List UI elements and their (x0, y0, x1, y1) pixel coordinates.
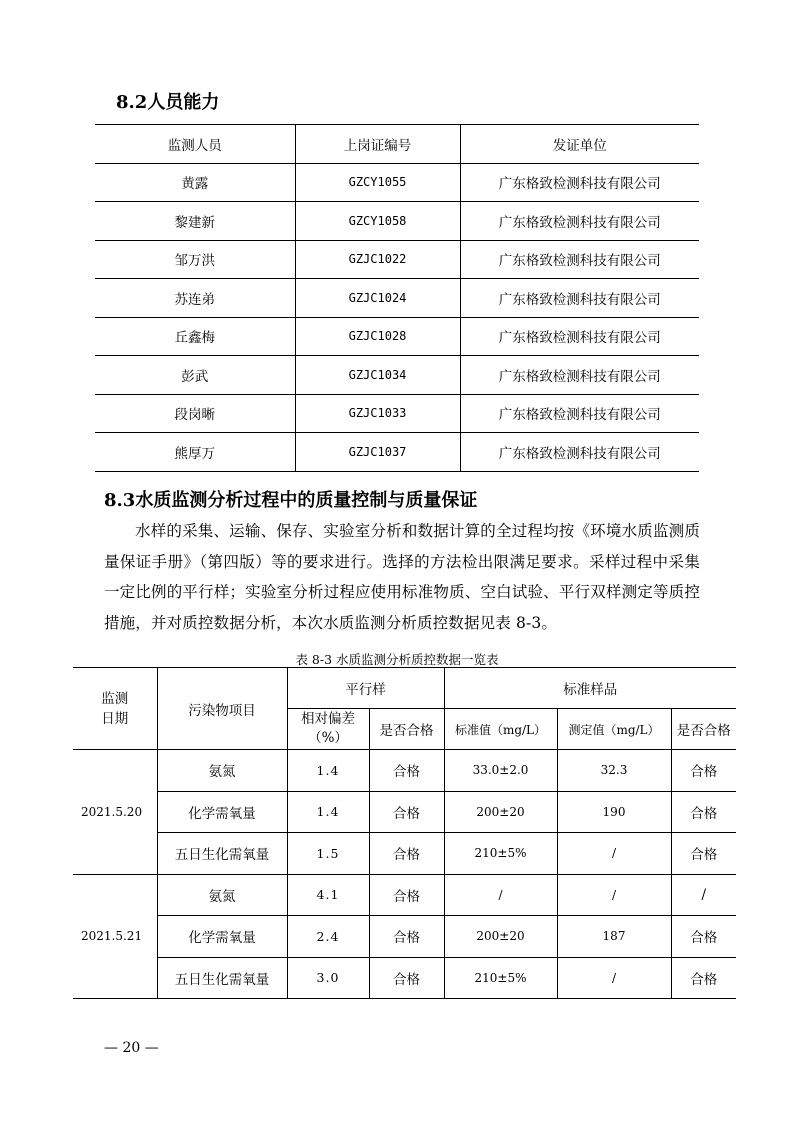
measured-value-cell: / (557, 874, 671, 916)
parallel-pass-cell: 合格 (369, 874, 444, 916)
certificate-no-cell: GZJC1028 (295, 317, 460, 356)
body-paragraph (104, 516, 700, 638)
table-row (95, 202, 699, 241)
measured-value-cell: / (557, 957, 671, 999)
standard-pass-cell: 合格 (671, 750, 736, 792)
issuing-unit-cell: 广东格致检测科技有限公司 (460, 163, 699, 202)
measured-value-cell: 187 (557, 916, 671, 958)
certificate-no-cell: GZJC1024 (295, 279, 460, 318)
relative-deviation-cell: 3.0 (287, 957, 369, 999)
table-row (73, 916, 736, 958)
qc-data-table (73, 667, 736, 999)
standard-value-cell: 33.0±2.0 (444, 750, 557, 792)
table-row (95, 356, 699, 395)
issuing-unit-cell: 广东格致检测科技有限公司 (460, 317, 699, 356)
pollutant-cell: 五日生化需氧量 (157, 833, 287, 875)
personnel-table-body (95, 163, 699, 471)
parallel-pass-cell: 合格 (369, 791, 444, 833)
table-row (73, 791, 736, 833)
table-row (95, 279, 699, 318)
relative-deviation-cell: 1.5 (287, 833, 369, 875)
relative-deviation-cell: 1.4 (287, 791, 369, 833)
header-monitor-staff: 监测人员 (95, 125, 295, 164)
issuing-unit-cell: 广东格致检测科技有限公司 (460, 394, 699, 433)
standard-value-cell: 200±20 (444, 791, 557, 833)
header-standard-value: 标准值（mg/L） (444, 709, 557, 750)
certificate-no-cell: GZJC1033 (295, 394, 460, 433)
header-parallel-sample: 平行样 (287, 668, 444, 709)
issuing-unit-cell: 广东格致检测科技有限公司 (460, 356, 699, 395)
pollutant-cell: 化学需氧量 (157, 916, 287, 958)
table-row (73, 833, 736, 875)
relative-deviation-cell: 2.4 (287, 916, 369, 958)
standard-value-cell: / (444, 874, 557, 916)
table-header-row (95, 125, 699, 164)
standard-pass-cell: 合格 (671, 916, 736, 958)
certificate-no-cell: GZCY1055 (295, 163, 460, 202)
certificate-no-cell: GZJC1034 (295, 356, 460, 395)
personnel-table (95, 124, 699, 472)
pollutant-cell: 氨氮 (157, 874, 287, 916)
table-row (73, 750, 736, 792)
header-monitor-date: 监测 日期 (73, 668, 157, 750)
monitor-date-cell: 2021.5.20 (73, 750, 157, 875)
table-row (95, 240, 699, 279)
standard-value-cell: 210±5% (444, 957, 557, 999)
table-row (95, 433, 699, 472)
issuing-unit-cell: 广东格致检测科技有限公司 (460, 433, 699, 472)
pollutant-cell: 氨氮 (157, 750, 287, 792)
issuing-unit-cell: 广东格致检测科技有限公司 (460, 279, 699, 318)
staff-name-cell: 苏连弟 (95, 279, 295, 318)
certificate-no-cell: GZCY1058 (295, 202, 460, 241)
parallel-pass-cell: 合格 (369, 957, 444, 999)
measured-value-cell: / (557, 833, 671, 875)
measured-value-cell: 190 (557, 791, 671, 833)
parallel-pass-cell: 合格 (369, 833, 444, 875)
measured-value-cell: 32.3 (557, 750, 671, 792)
qc-table-body (73, 750, 736, 999)
staff-name-cell: 黎建新 (95, 202, 295, 241)
header-pollutant: 污染物项目 (157, 668, 287, 750)
table-row (73, 957, 736, 999)
qc-header-row-1 (73, 668, 736, 709)
standard-pass-cell: 合格 (671, 957, 736, 999)
issuing-unit-cell: 广东格致检测科技有限公司 (460, 202, 699, 241)
certificate-no-cell: GZJC1037 (295, 433, 460, 472)
table-row (73, 874, 736, 916)
header-pass-1: 是否合格 (369, 709, 444, 750)
pollutant-cell: 化学需氧量 (157, 791, 287, 833)
monitor-date-cell: 2021.5.21 (73, 874, 157, 999)
header-certificate-no: 上岗证编号 (295, 125, 460, 164)
table-row (95, 394, 699, 433)
standard-pass-cell: / (671, 874, 736, 916)
standard-pass-cell: 合格 (671, 833, 736, 875)
section-8-3-heading: 8.3水质监测分析过程中的质量控制与质量保证 (104, 490, 478, 511)
staff-name-cell: 段岗晰 (95, 394, 295, 433)
header-pass-2: 是否合格 (671, 709, 736, 750)
issuing-unit-cell: 广东格致检测科技有限公司 (460, 240, 699, 279)
parallel-pass-cell: 合格 (369, 750, 444, 792)
staff-name-cell: 黄露 (95, 163, 295, 202)
page-number: — 20 — (104, 1040, 159, 1056)
paragraph-text: 水样的采集、运输、保存、实验室分析和数据计算的全过程均按《环境水质监测质量保证手册》（第四版）等的要求进行。选择的方法检出限满足要求。采样过程中采集一定比例的平行样；实验室分析过程应使用标准物质、空白试验、平行双样测定等质控措施，并对质控数据分析，本次水质监测分析质控数据见表 8-3。 (104, 522, 700, 632)
standard-value-cell: 200±20 (444, 916, 557, 958)
header-standard-sample: 标准样品 (444, 668, 736, 709)
staff-name-cell: 邹万洪 (95, 240, 295, 279)
staff-name-cell: 彭武 (95, 356, 295, 395)
relative-deviation-cell: 1.4 (287, 750, 369, 792)
table-row (95, 163, 699, 202)
standard-value-cell: 210±5% (444, 833, 557, 875)
staff-name-cell: 丘鑫梅 (95, 317, 295, 356)
staff-name-cell: 熊厚万 (95, 433, 295, 472)
section-8-2-heading: 8.2人员能力 (116, 92, 220, 113)
table-caption: 表 8-3 水质监测分析质控数据一览表 (295, 652, 499, 667)
header-relative-deviation: 相对偏差 （%） (287, 709, 369, 750)
header-issuing-unit: 发证单位 (460, 125, 699, 164)
relative-deviation-cell: 4.1 (287, 874, 369, 916)
pollutant-cell: 五日生化需氧量 (157, 957, 287, 999)
standard-pass-cell: 合格 (671, 791, 736, 833)
certificate-no-cell: GZJC1022 (295, 240, 460, 279)
table-row (95, 317, 699, 356)
header-measured-value: 测定值（mg/L） (557, 709, 671, 750)
parallel-pass-cell: 合格 (369, 916, 444, 958)
